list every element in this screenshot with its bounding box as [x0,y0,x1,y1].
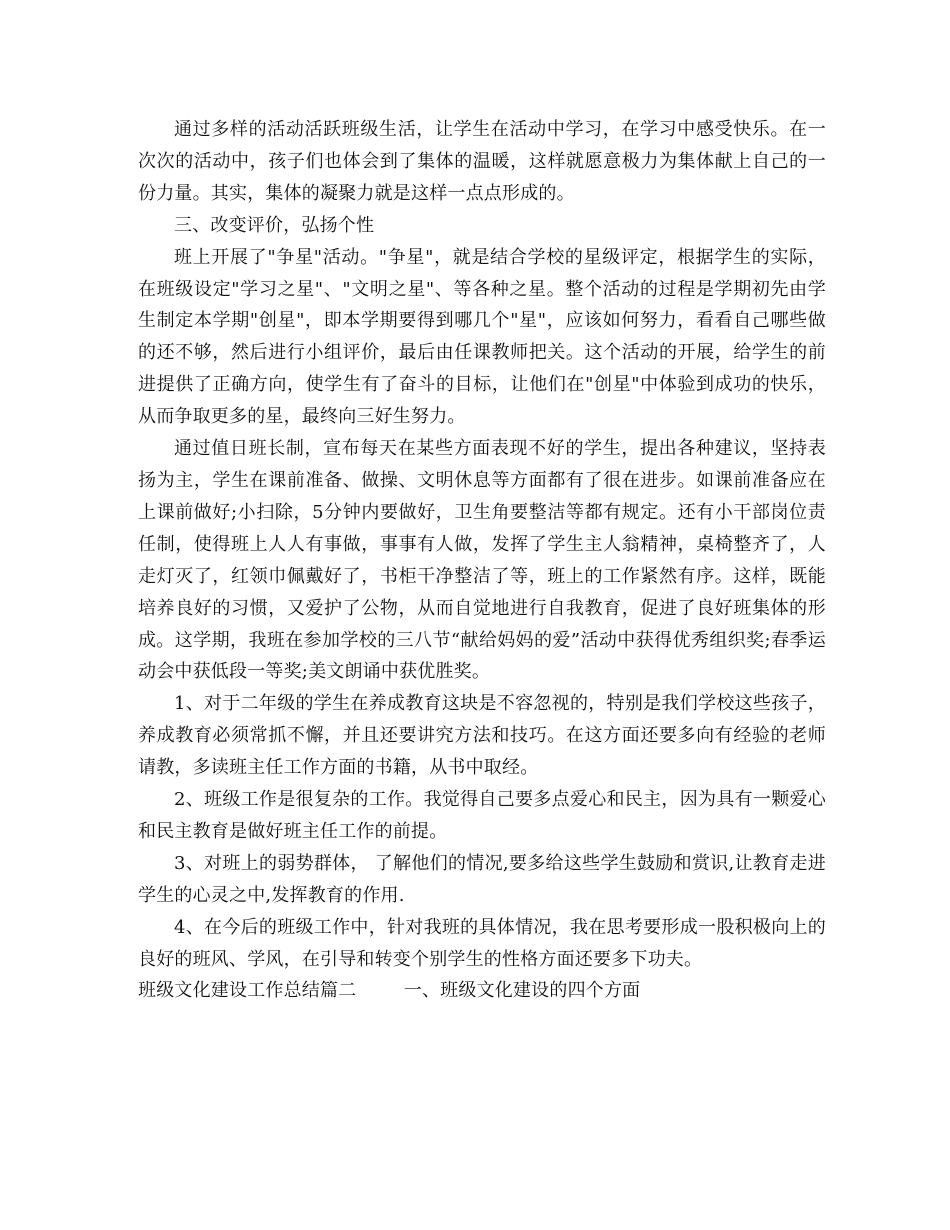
paragraph-item-4: 4、在今后的班级工作中，针对我班的具体情况，我在思考要形成一股积极向上的良好的班风、学风，在引导和转变个别学生的性格方面还要多下功夫。 [138,916,826,970]
paragraph-item-1: 1、对于二年级的学生在养成教育这块是不容忽视的，特别是我们学校这些孩子，养成教育必须常抓不懈，并且还要讲究方法和技巧。在这方面还要多向有经验的老师请教，多读班主任工作方面的书籍，从书中取经。 [138,693,826,779]
next-article-heading [138,975,826,1007]
paragraph-class-monitor: 通过值日班长制，宣布每天在某些方面表现不好的学生，提出各种建议，坚持表扬为主，学生在课前准备、做操、文明休息等方面都有了很在进步。如课前准备应在上课前做好;小扫除，5分钟内要做好，卫生角要整洁等都有规定。还有小干部岗位责任制，使得班上人人有事做，事事有人做，发挥了学生主人翁精神，桌椅整齐了，人走灯灭了，红领巾佩戴好了，书柜干净整洁了等，班上的工作紧然有序。这样，既能培养良好的习惯，又爱护了公物，从而自觉地进行自我教育，促进了良好班集体的形成。这学期，我班在参加学校的三八节“献给妈妈的爱”活动中获得优秀组织奖;春季运动会中获低段一等奖;美文朗诵中获优胜奖。 [138,438,826,683]
section-heading-evaluation: 三、改变评价，弘扬个性 [174,214,375,236]
paragraph-activities: 通过多样的活动活跃班级生活，让学生在活动中学习，在学习中感受快乐。在一次次的活动中，孩子们也体会到了集体的温暖，这样就愿意极力为集体献上自己的一份力量。其实，集体的凝聚力就是这样一点点形成的。 [138,119,826,204]
paragraph-star-activity: 班上开展了"争星"活动。"争星"，就是结合学校的星级评定，根据学生的实际，在班级设定"学习之星"、"文明之星"、等各种之星。整个活动的过程是学期初先由学生制定本学期"创星"，即本学期要得到哪几个"星"，应该如何努力，看看自己哪些做的还不够，然后进行小组评价，最后由任课教师把关。这个活动的开展，给学生的前进提供了正确方向，使学生有了奋斗的目标，让他们在"创星"中体验到成功的快乐，从而争取更多的星，最终向三好生努力。 [138,246,826,428]
paragraph-item-3: 3、对班上的弱势群体， 了解他们的情况,要多给这些学生鼓励和赏识,让教育走进学生的心灵之中,发挥教育的作用. [138,852,826,906]
section-title: 一、班级文化建设的四个方面 [403,980,641,1002]
article-title: 班级文化建设工作总结篇二 [138,980,357,1002]
paragraph-item-2: 2、班级工作是很复杂的工作。我觉得自己要多点爱心和民主，因为具有一颗爱心和民主教育是做好班主任工作的前提。 [138,789,826,842]
document-body [138,114,826,1007]
